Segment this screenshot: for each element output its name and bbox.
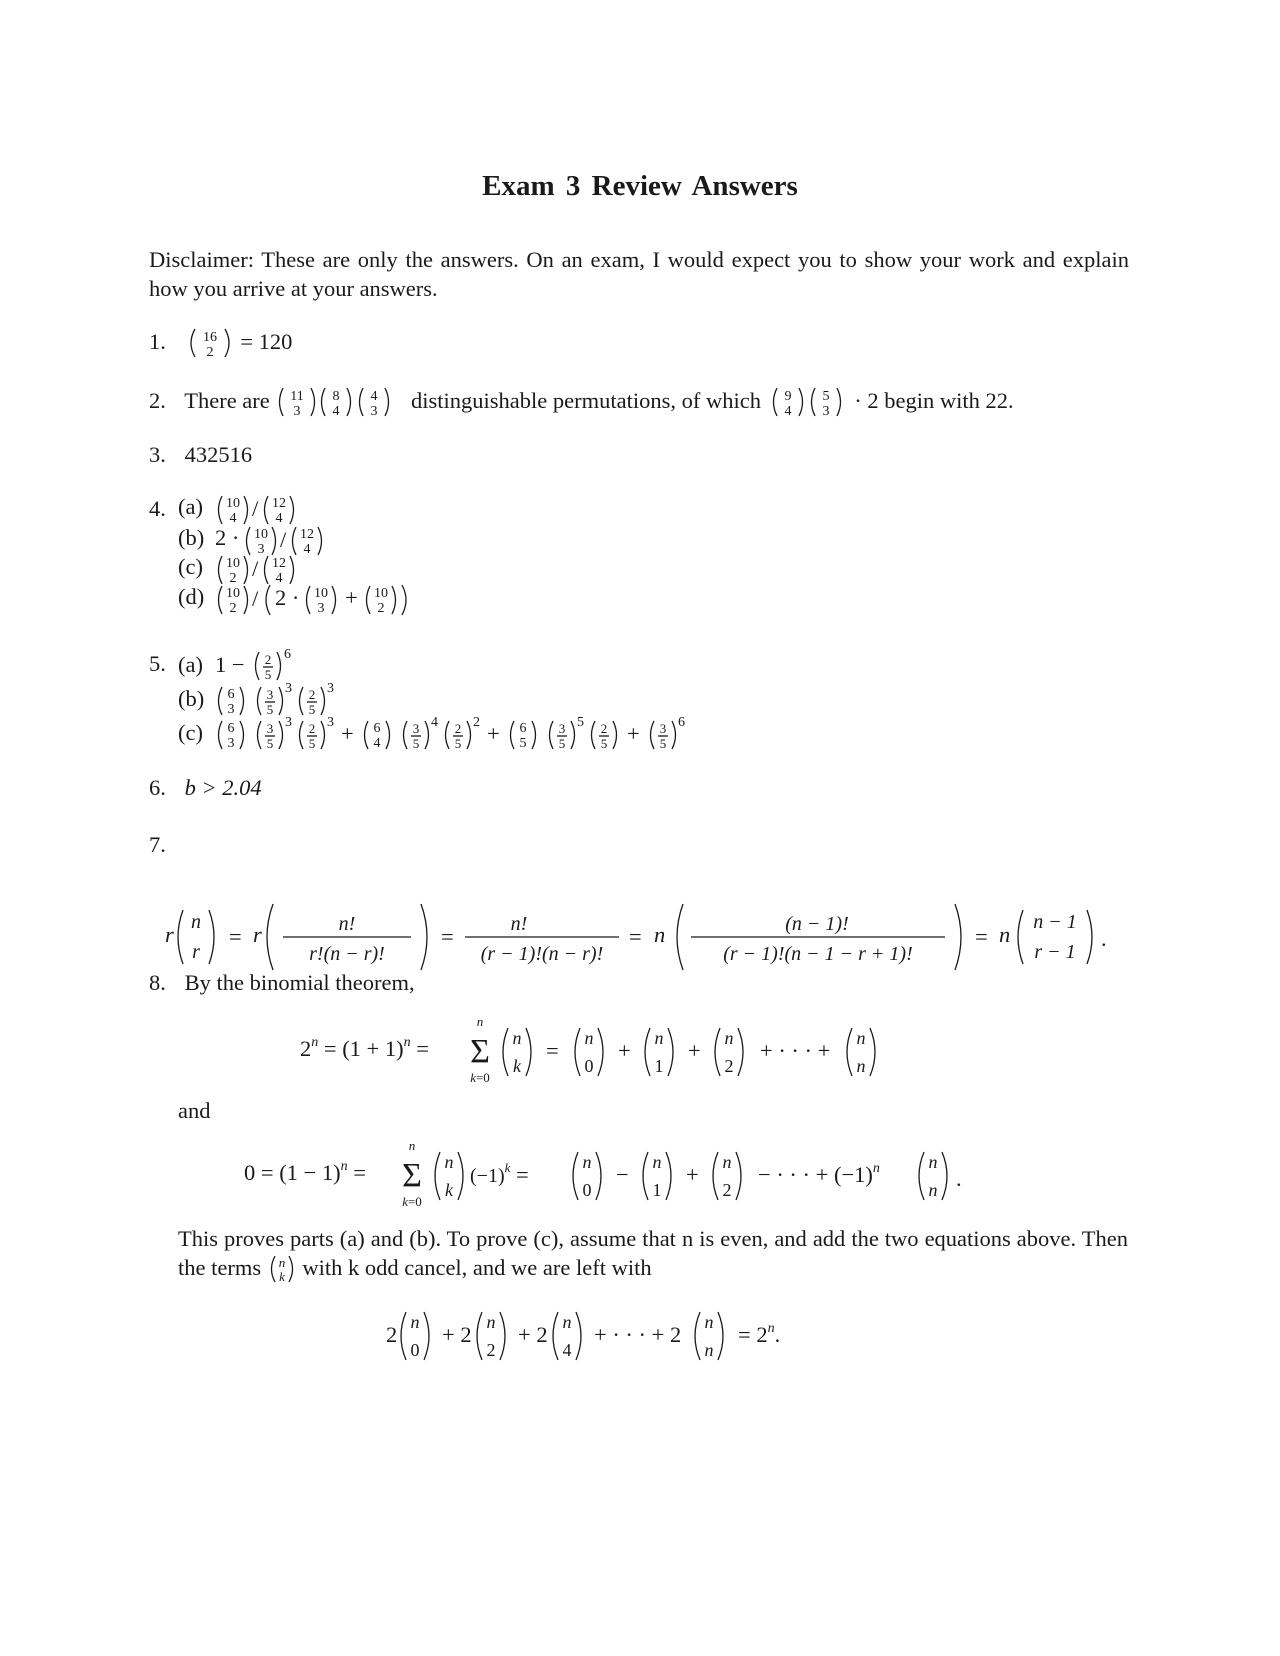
svg-text:2 ·: 2 · [215, 525, 240, 550]
svg-text:2: 2 [454, 721, 462, 736]
svg-text:6: 6 [227, 687, 235, 702]
svg-text:+ 2: + 2 [442, 1322, 472, 1347]
svg-text:2: 2 [229, 601, 237, 616]
svg-text:n: n [856, 1056, 866, 1076]
svg-text:k: k [278, 1269, 285, 1284]
answer-1-result: = 120 [240, 329, 293, 354]
svg-text:n: n [654, 922, 666, 947]
svg-text:4: 4 [332, 404, 340, 419]
svg-text:r: r [165, 922, 174, 947]
svg-text:n!: n! [338, 913, 356, 935]
svg-text:16: 16 [202, 330, 217, 345]
svg-text:1: 1 [654, 1056, 664, 1076]
svg-text:n − 1: n − 1 [1033, 911, 1077, 933]
svg-text:3: 3 [558, 721, 566, 736]
svg-text:4: 4 [229, 511, 237, 526]
svg-text:8: 8 [332, 389, 340, 404]
svg-text:n: n [582, 1152, 592, 1172]
svg-text:6: 6 [519, 721, 527, 736]
svg-text:n: n [704, 1340, 714, 1360]
svg-text:4: 4 [275, 511, 283, 526]
answer-2 [149, 384, 1014, 420]
svg-text:+ 2: + 2 [518, 1322, 548, 1347]
svg-text:Σ: Σ [470, 1033, 490, 1070]
svg-text:3: 3 [266, 721, 274, 736]
disclaimer-text: Disclaimer: These are only the answers. On an exam, I would expect you to show your work and explain how you arrive at your answers. [149, 247, 1129, 301]
svg-text:k: k [445, 1180, 453, 1200]
svg-text:2: 2 [724, 1056, 734, 1076]
and-text: and [178, 1098, 211, 1123]
svg-text:=: = [546, 1038, 559, 1063]
svg-text:5: 5 [308, 736, 316, 751]
equation-sum-minus [244, 1136, 1034, 1216]
svg-text:3: 3 [257, 542, 265, 557]
svg-text:3: 3 [822, 404, 830, 419]
svg-text:10: 10 [226, 586, 240, 601]
svg-text:n: n [486, 1312, 496, 1332]
svg-text:k: k [513, 1056, 521, 1076]
svg-text:5: 5 [266, 702, 274, 717]
svg-text:r: r [253, 922, 262, 947]
answer-6 [149, 775, 262, 801]
svg-text:2: 2 [308, 687, 316, 702]
answer-7-derivation [149, 892, 1149, 982]
svg-text:5: 5 [266, 736, 274, 751]
svg-text:+ · · · +: + · · · + [760, 1038, 831, 1063]
svg-text:5: 5 [454, 736, 462, 751]
svg-text:(r − 1)!(n − 1 − r + 1)!: (r − 1)!(n − 1 − r + 1)! [723, 943, 913, 965]
svg-text:6: 6 [284, 647, 291, 662]
binomial-16-2 [185, 325, 235, 361]
answer-2-lead: There are [184, 388, 270, 413]
svg-text:r − 1: r − 1 [1034, 941, 1076, 963]
svg-text:2: 2 [264, 652, 272, 667]
svg-text:/: / [252, 556, 259, 581]
svg-text:2: 2 [386, 1322, 398, 1347]
part-c-label: (c) [178, 720, 203, 745]
svg-text:− · · · + (−1)n: − · · · + $(-1)^n$ [758, 1161, 880, 1187]
svg-text:4: 4 [303, 542, 311, 557]
svg-text:+: + [627, 721, 640, 746]
svg-text:+: + [487, 721, 500, 746]
svg-text:+: + [618, 1038, 631, 1063]
answer-8-intro: 8. By the binomial theorem, [149, 970, 415, 995]
svg-text:=: = [975, 924, 988, 949]
svg-text:=: = [229, 924, 242, 949]
svg-text:10: 10 [226, 556, 240, 571]
equation-even-terms [386, 1298, 886, 1374]
svg-text:10: 10 [226, 496, 240, 511]
binomial-n-k [267, 1254, 297, 1284]
svg-text:5: 5 [308, 702, 316, 717]
svg-text:n: n [724, 1028, 734, 1048]
svg-text:1 −: 1 − [215, 652, 245, 677]
svg-text:5: 5 [822, 389, 830, 404]
svg-text:= 2n.: = $2^n$. [738, 1321, 781, 1347]
svg-text:4: 4 [370, 389, 378, 404]
binomial-product-2 [767, 384, 849, 420]
part-c-label: (c) [178, 554, 203, 579]
svg-text:9: 9 [784, 389, 792, 404]
answer-5-expressions [178, 640, 778, 760]
svg-text:2: 2 [600, 721, 608, 736]
svg-text:0: 0 [410, 1340, 420, 1360]
answer-number: 8. [149, 970, 166, 995]
svg-text:12: 12 [272, 556, 286, 571]
answer-number: 3. [149, 442, 166, 467]
svg-text:5: 5 [659, 736, 667, 751]
svg-text:n: n [928, 1180, 938, 1200]
svg-text:3: 3 [327, 681, 334, 696]
svg-text:.: . [956, 1166, 962, 1191]
answer-7-number: 7. [149, 832, 166, 857]
svg-text:.: . [1101, 926, 1107, 951]
svg-text:6: 6 [678, 715, 685, 730]
svg-text:n: n [856, 1028, 866, 1048]
svg-text:10: 10 [314, 586, 328, 601]
svg-text:4: 4 [562, 1340, 572, 1360]
svg-text:n: n [999, 922, 1011, 947]
svg-text:+: + [686, 1162, 699, 1187]
svg-text:n: n [512, 1028, 522, 1048]
svg-text:12: 12 [272, 496, 286, 511]
answer-2-tail: · 2 begin with 22. [854, 388, 1014, 413]
svg-text:3: 3 [285, 681, 292, 696]
svg-text:3: 3 [285, 715, 292, 730]
svg-text:n: n [704, 1312, 714, 1332]
svg-text:5: 5 [412, 736, 420, 751]
svg-text:2: 2 [308, 721, 316, 736]
svg-text:12: 12 [300, 527, 314, 542]
svg-text:3: 3 [370, 404, 378, 419]
svg-text:n: n [654, 1028, 664, 1048]
svg-text:k=0: k=0 [470, 1070, 490, 1085]
svg-text:n: n [191, 911, 201, 933]
svg-text:n: n [652, 1152, 662, 1172]
svg-text:6: 6 [373, 721, 381, 736]
svg-text:0: 0 [584, 1056, 594, 1076]
svg-text:+: + [345, 585, 358, 610]
svg-text:2: 2 [722, 1180, 732, 1200]
svg-text:=: = [629, 924, 642, 949]
svg-text:2 ·: 2 · [275, 585, 300, 610]
svg-text:n: n [562, 1312, 572, 1332]
svg-text:k=0: k=0 [402, 1194, 422, 1209]
page-title: Exam 3 Review Answers [482, 170, 798, 202]
svg-text:3: 3 [412, 721, 420, 736]
svg-text:=: = [441, 924, 454, 949]
answer-5-number: 5. [149, 651, 166, 676]
answer-3-value: 432516 [184, 442, 253, 467]
svg-text:r!(n − r)!: r!(n − r)! [309, 943, 385, 965]
conclusion-paragraph: This proves parts (a) and (b). To prove (c), assume that n is even, and add the two equations above. Then the terms n k with k odd cancel, and we are left with [178, 1226, 1128, 1284]
svg-text:+: + [688, 1038, 701, 1063]
svg-text:3: 3 [317, 601, 325, 616]
answer-number: 2. [149, 388, 166, 413]
svg-text:4: 4 [431, 715, 438, 730]
answer-4-number: 4. [149, 496, 166, 521]
svg-text:n!: n! [510, 913, 528, 935]
answer-2-middle: distinguishable permutations, of which [411, 388, 761, 413]
svg-text:0 = (1 − 1)n =: $0 = (1 - 1)^n$ = [244, 1159, 366, 1185]
equation-sum-plus [300, 1012, 980, 1092]
svg-text:11: 11 [290, 389, 305, 404]
svg-text:n: n [408, 1138, 416, 1153]
part-b-label: (b) [178, 686, 205, 711]
svg-text:r: r [192, 941, 200, 963]
svg-text:(n − 1)!: (n − 1)! [785, 913, 849, 935]
svg-text:6: 6 [227, 721, 235, 736]
svg-text:4: 4 [275, 571, 283, 586]
svg-text:5: 5 [558, 736, 566, 751]
svg-text:3: 3 [293, 404, 301, 419]
svg-text:n: n [410, 1312, 420, 1332]
svg-text:4: 4 [784, 404, 792, 419]
svg-text:/: / [252, 586, 259, 611]
svg-text:5: 5 [600, 736, 608, 751]
svg-text:−: − [616, 1162, 629, 1187]
answer-3 [149, 442, 252, 468]
answer-6-value: b > 2.04 [184, 775, 262, 800]
svg-text:5: 5 [577, 715, 584, 730]
binomial-product-1 [275, 384, 405, 420]
svg-text:n: n [722, 1152, 732, 1172]
svg-text:(−1)k =: $(-1)^k$ = [470, 1160, 529, 1187]
svg-text:3: 3 [227, 736, 235, 751]
svg-text:+: + [341, 721, 354, 746]
part-a-label: (a) [178, 652, 203, 677]
svg-text:n: n [584, 1028, 594, 1048]
svg-text:n: n [278, 1255, 285, 1270]
part-a-label: (a) [178, 494, 203, 519]
answer-1 [149, 325, 292, 361]
svg-text:/: / [280, 527, 287, 552]
svg-text:/: / [252, 496, 259, 521]
answer-number: 1. [149, 329, 166, 354]
part-d-label: (d) [178, 584, 205, 609]
svg-text:1: 1 [652, 1180, 662, 1200]
svg-text:0: 0 [582, 1180, 592, 1200]
svg-text:2: 2 [377, 601, 385, 616]
svg-text:2: 2 [486, 1340, 496, 1360]
answer-number: 6. [149, 775, 166, 800]
svg-text:2n = (1 + 1)n =: $2^n = (1 + 1)^n$ = [300, 1035, 429, 1061]
svg-text:4: 4 [373, 736, 381, 751]
answer-4-expressions [178, 490, 478, 630]
svg-text:(r − 1)!(n − r)!: (r − 1)!(n − r)! [480, 943, 604, 965]
svg-text:3: 3 [659, 721, 667, 736]
svg-text:+ · · · + 2: + · · · + 2 [594, 1322, 682, 1347]
svg-text:3: 3 [266, 687, 274, 702]
svg-text:3: 3 [327, 715, 334, 730]
svg-text:n: n [476, 1014, 484, 1029]
svg-text:2: 2 [473, 715, 480, 730]
svg-text:Σ: Σ [402, 1157, 422, 1194]
svg-text:5: 5 [519, 736, 527, 751]
svg-text:5: 5 [264, 667, 272, 682]
part-b-label: (b) [178, 525, 205, 550]
svg-text:10: 10 [254, 527, 268, 542]
svg-text:10: 10 [374, 586, 388, 601]
svg-text:3: 3 [227, 702, 235, 717]
svg-text:n: n [444, 1152, 454, 1172]
svg-text:2: 2 [206, 345, 214, 360]
svg-text:n: n [928, 1152, 938, 1172]
svg-text:2: 2 [229, 571, 237, 586]
